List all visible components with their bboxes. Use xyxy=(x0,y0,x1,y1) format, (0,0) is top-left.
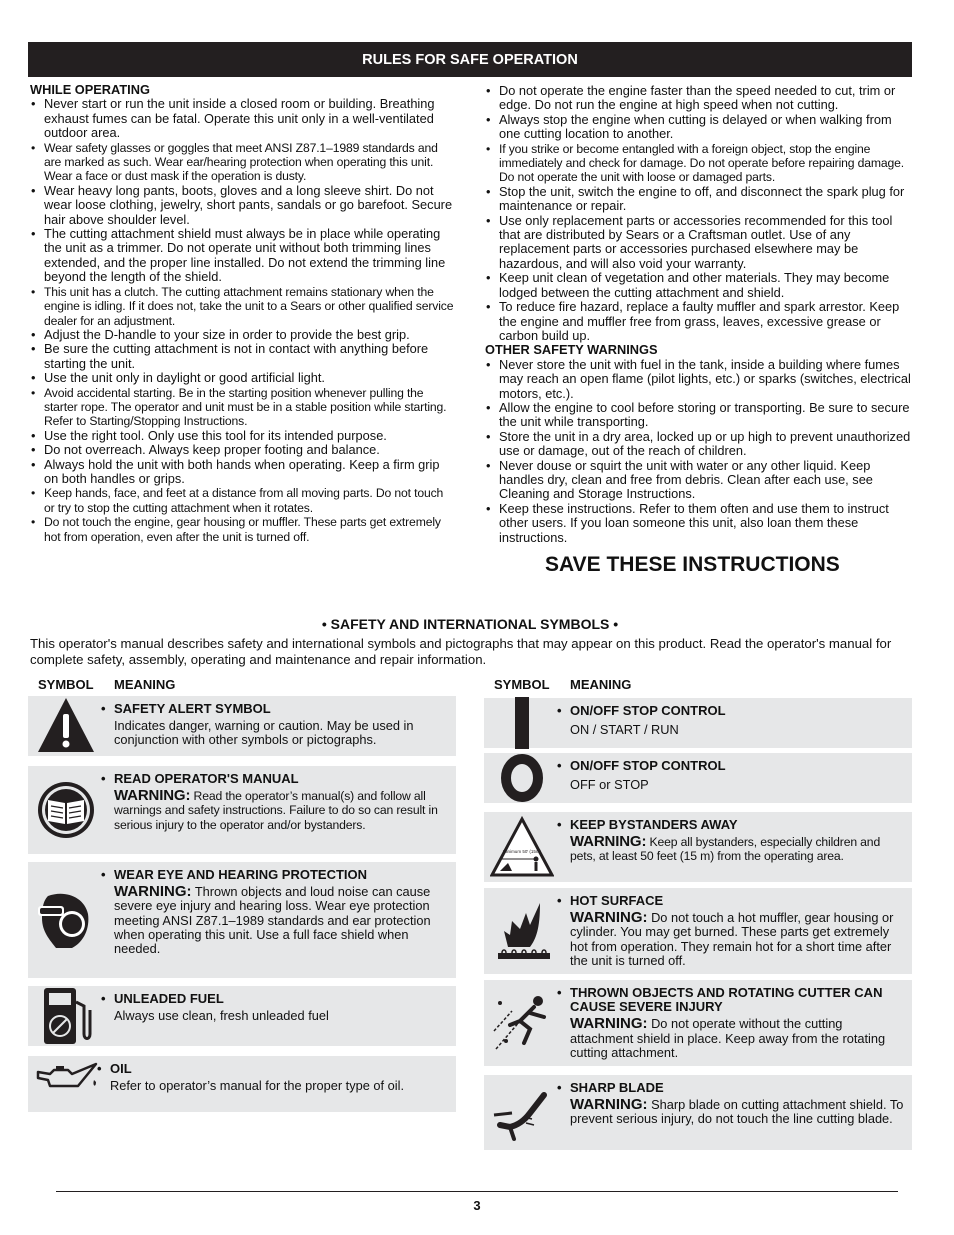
eye-ear-protection-icon xyxy=(34,888,98,952)
off-title: ON/OFF STOP CONTROL xyxy=(570,758,726,773)
symbol-row xyxy=(28,862,456,978)
symbol-title: • SAFETY ALERT SYMBOL xyxy=(101,701,271,716)
symbol-row xyxy=(484,980,912,1066)
footer-divider xyxy=(56,1191,898,1192)
page-number: 3 xyxy=(473,1198,481,1213)
symbols-heading: • SAFETY AND INTERNATIONAL SYMBOLS • xyxy=(321,616,619,632)
banner-title: RULES FOR SAFE OPERATION xyxy=(362,51,578,68)
list-item: • Wear heavy long pants, boots, gloves and a long sleeve shirt. Do not wear loose clothing, jewelry, short pants, sandals or go barefoot. Secure hair above shoulder level. xyxy=(30,184,456,227)
symbol-text xyxy=(557,817,906,864)
right-column xyxy=(485,84,913,545)
list-item: • Always hold the unit with both hands when operating. Keep a firm grip on both handles or grips. xyxy=(30,458,456,487)
safety-alert-title: SAFETY ALERT SYMBOL xyxy=(114,701,271,716)
symbol-text xyxy=(557,985,906,1060)
symbol-text xyxy=(101,991,450,1024)
keep-bystanders-away-icon xyxy=(490,815,554,879)
list-item: • This unit has a clutch. The cutting attachment remains stationary when the engine is idling. If it does not, take the unit to a Sears or other qualified service dealer for an adjustment. xyxy=(30,285,456,328)
while-operating-heading: WHILE OPERATING xyxy=(30,82,150,97)
symbol-row xyxy=(484,1075,912,1150)
warning-label: WARNING: xyxy=(570,833,647,851)
other-safety-heading: OTHER SAFETY WARNINGS xyxy=(485,342,658,358)
eye-ear-title: WEAR EYE AND HEARING PROTECTION xyxy=(114,867,368,882)
warning-label: WARNING: xyxy=(570,909,648,927)
list-item: • Be sure the cutting attachment is not in contact with anything before starting the unit. xyxy=(30,342,456,371)
symbol-description: ON / START / RUN xyxy=(570,722,679,738)
symbol-text xyxy=(101,867,450,957)
symbol-text xyxy=(557,758,906,793)
list-item: • Do not touch the engine, gear housing or muffler. These parts get extremely hot from operation, even after the unit is turned off. xyxy=(30,515,456,544)
warning-text: Thrown objects and loud noise can cause severe eye injury and hearing loss. Wear eye protection meeting ANSI Z87.1–1989 standards and ear protection when operating this unit. Use a full face shield when needed. xyxy=(114,884,431,957)
sharp-blade-title: SHARP BLADE xyxy=(570,1080,664,1095)
symbol-row xyxy=(484,698,912,748)
symbol-description xyxy=(114,789,450,832)
symbol-row xyxy=(28,986,456,1046)
thrown-objects-title: THROWN OBJECTS AND ROTATING CUTTER CAN CAUSE SEVERE INJURY xyxy=(570,985,883,1015)
read-manual-icon xyxy=(34,778,98,842)
section-banner xyxy=(28,42,912,77)
symbol-title: • THROWN OBJECTS AND ROTATING CUTTER CAN CAUSE SEVERE INJURY xyxy=(557,985,883,1015)
on-title: ON/OFF STOP CONTROL xyxy=(570,703,726,718)
symbol-description: OFF or STOP xyxy=(570,777,649,793)
hot-surface-icon xyxy=(490,899,554,963)
list-item: • Stop the unit, switch the engine to off, and disconnect the spark plug for maintenance or repair. xyxy=(485,185,913,214)
list-item: • Keep hands, face, and feet at a distance from all moving parts. Do not touch or try to stop the cutting attachment when it rotates. xyxy=(30,486,456,515)
thrown-objects-icon xyxy=(490,991,554,1055)
list-item: • Keep these instructions. Refer to them often and use them to instruct other users. If you loan someone this unit, also loan them these instructions. xyxy=(485,502,913,545)
other-safety-list xyxy=(485,358,913,545)
list-item: • Never start or run the unit inside a closed room or building. Breathing exhaust fumes can be fatal. Operate this unit only in a well-ventilated outdoor area. xyxy=(30,97,456,140)
list-item: • Avoid accidental starting. Be in the starting position whenever pulling the starter rope. The operator and unit must be in a stable position while starting. Refer to Starting/Stopping Instructions. xyxy=(30,386,456,429)
left-meaning-header: MEANING xyxy=(114,677,176,692)
list-item: • Do not overreach. Always keep proper footing and balance. xyxy=(30,443,456,457)
safety-alert-icon xyxy=(34,694,98,758)
symbol-title: • KEEP BYSTANDERS AWAY xyxy=(557,817,738,832)
list-item: • The cutting attachment shield must always be in place while operating the unit as a trimmer. Do not operate unit without both trimming lines extended, and the proper line installed. Do not extend the trimming line beyond the length of the shield. xyxy=(30,227,456,285)
read-manual-title: READ OPERATOR'S MANUAL xyxy=(114,771,299,786)
list-item: • Keep unit clean of vegetation and other materials. They may become lodged between the cutting attachment and shield. xyxy=(485,271,913,300)
right-rules-list xyxy=(485,84,913,343)
warning-text: Sharp blade on cutting attachment shield. To prevent serious injury, do not touch the line cutting blade. xyxy=(570,1097,904,1127)
list-item: • Store the unit in a dry area, locked up or up high to prevent unauthorized use or damage, out of the reach of children. xyxy=(485,430,913,459)
symbol-title: • HOT SURFACE xyxy=(557,893,664,908)
off-symbol-icon xyxy=(490,746,554,810)
symbol-description: Always use clean, fresh unleaded fuel xyxy=(114,1008,329,1024)
unleaded-fuel-title: UNLEADED FUEL xyxy=(114,991,224,1006)
symbol-title: • ON/OFF STOP CONTROL xyxy=(557,703,726,718)
warning-text: Read the operator’s manual(s) and follow all warnings and safety instructions. Failure to do so can result in serious injury to the operator and/or bystanders. xyxy=(114,789,438,832)
symbol-description xyxy=(114,885,450,956)
symbol-description xyxy=(570,911,906,968)
oil-title: OIL xyxy=(110,1061,132,1076)
list-item: • Do not operate the engine faster than the speed needed to cut, trim or edge. Do not run the engine at high speed when not cutting. xyxy=(485,84,913,113)
warning-label: WARNING: xyxy=(114,787,191,805)
list-item: • Always stop the engine when cutting is delayed or when walking from one cutting location to another. xyxy=(485,113,913,142)
symbol-title: • SHARP BLADE xyxy=(557,1080,664,1095)
left-column xyxy=(30,83,456,544)
symbol-description: Indicates danger, warning or caution. May be used in conjunction with other symbols or pictographs. xyxy=(114,718,414,748)
list-item: • Never store the unit with fuel in the tank, inside a building where fumes may reach an open flame (pilot lights, etc.) or sparks (switches, electrical motors, etc.). xyxy=(485,358,913,401)
symbol-row xyxy=(484,812,912,882)
list-item: • Adjust the D-handle to your size in order to provide the best grip. xyxy=(30,328,456,342)
symbol-text xyxy=(97,1061,450,1094)
save-instructions-title: SAVE THESE INSTRUCTIONS xyxy=(545,553,840,576)
symbol-row xyxy=(484,753,912,803)
oil-can-icon xyxy=(34,1062,98,1096)
bystanders-title: KEEP BYSTANDERS AWAY xyxy=(570,817,738,832)
right-meaning-header: MEANING xyxy=(570,677,632,692)
symbol-title: • READ OPERATOR'S MANUAL xyxy=(101,771,299,786)
symbols-intro: This operator's manual describes safety and international symbols and pictographs that may appear on this product. Read the operator's manual for complete safety, assembly, operating and maintenance and repair information. xyxy=(30,636,892,667)
warning-label: WARNING: xyxy=(570,1096,648,1114)
symbol-title: • ON/OFF STOP CONTROL xyxy=(557,758,726,773)
list-item: • Never douse or squirt the unit with water or any other liquid. Keep handles dry, clean and free from debris. Clean after each use, see Cleaning and Storage Instructions. xyxy=(485,459,913,502)
symbol-title: • WEAR EYE AND HEARING PROTECTION xyxy=(101,867,368,882)
sharp-blade-icon xyxy=(490,1081,554,1145)
warning-text: Do not touch a hot muffler, gear housing or cylinder. You may get burned. These parts get extremely hot from operation. They remain hot for a short time after the unit is turned off. xyxy=(570,910,894,968)
while-operating-list xyxy=(30,97,456,544)
warning-text: Do not operate without the cutting attachment shield in place. Keep away from the rotating cutting attachment. xyxy=(570,1016,886,1060)
minimum-distance-label: Minimum 50' (15m) xyxy=(502,849,542,854)
symbol-row xyxy=(28,696,456,756)
symbol-text xyxy=(101,701,450,748)
warning-label: WARNING: xyxy=(114,883,192,901)
warning-text: Keep all bystanders, especially children and pets, at least 50 feet (15 m) from the operating area. xyxy=(570,835,881,864)
symbol-text xyxy=(101,771,450,832)
symbol-description xyxy=(570,1017,906,1060)
list-item: • Allow the engine to cool before storing or transporting. Be sure to secure the unit while transporting. xyxy=(485,401,913,430)
symbol-row xyxy=(28,766,456,854)
symbol-description: Refer to operator’s manual for the proper type of oil. xyxy=(110,1078,405,1094)
symbol-text xyxy=(557,1080,906,1127)
hot-surface-title: HOT SURFACE xyxy=(570,893,664,908)
list-item: • Wear safety glasses or goggles that meet ANSI Z87.1–1989 standards and are marked as such. Wear ear/hearing protection when operating this unit. Wear a face or dust mask if the operation is dusty. xyxy=(30,141,456,184)
warning-label: WARNING: xyxy=(570,1015,648,1033)
unleaded-fuel-icon xyxy=(34,984,98,1048)
symbol-row xyxy=(484,888,912,974)
symbol-description xyxy=(570,835,906,863)
list-item: • To reduce fire hazard, replace a faulty muffler and spark arrestor. Keep the engine and muffler free from grass, leaves, excessive grease or carbon build up. xyxy=(485,300,913,343)
right-symbol-header: SYMBOL xyxy=(494,677,550,692)
symbol-text xyxy=(557,893,906,968)
symbol-title: • UNLEADED FUEL xyxy=(101,991,224,1006)
symbol-description xyxy=(570,1098,906,1126)
left-symbol-header: SYMBOL xyxy=(38,677,94,692)
list-item: • Use only replacement parts or accessories recommended for this tool that are distributed by Sears or a Craftsman outlet. Use of any replacement parts or accessories purchased elsewhere may be hazardous, and will also void your warranty. xyxy=(485,214,913,272)
symbol-title: • OIL xyxy=(97,1061,132,1076)
symbol-row xyxy=(28,1056,456,1112)
list-item: • If you strike or become entangled with a foreign object, stop the engine immediately and check for damage. Do not operate before repairing damage. Do not operate the unit with loose or damaged parts. xyxy=(485,142,913,185)
symbol-text xyxy=(557,703,906,738)
list-item: • Use the unit only in daylight or good artificial light. xyxy=(30,371,456,385)
list-item: • Use the right tool. Only use this tool for its intended purpose. xyxy=(30,429,456,443)
